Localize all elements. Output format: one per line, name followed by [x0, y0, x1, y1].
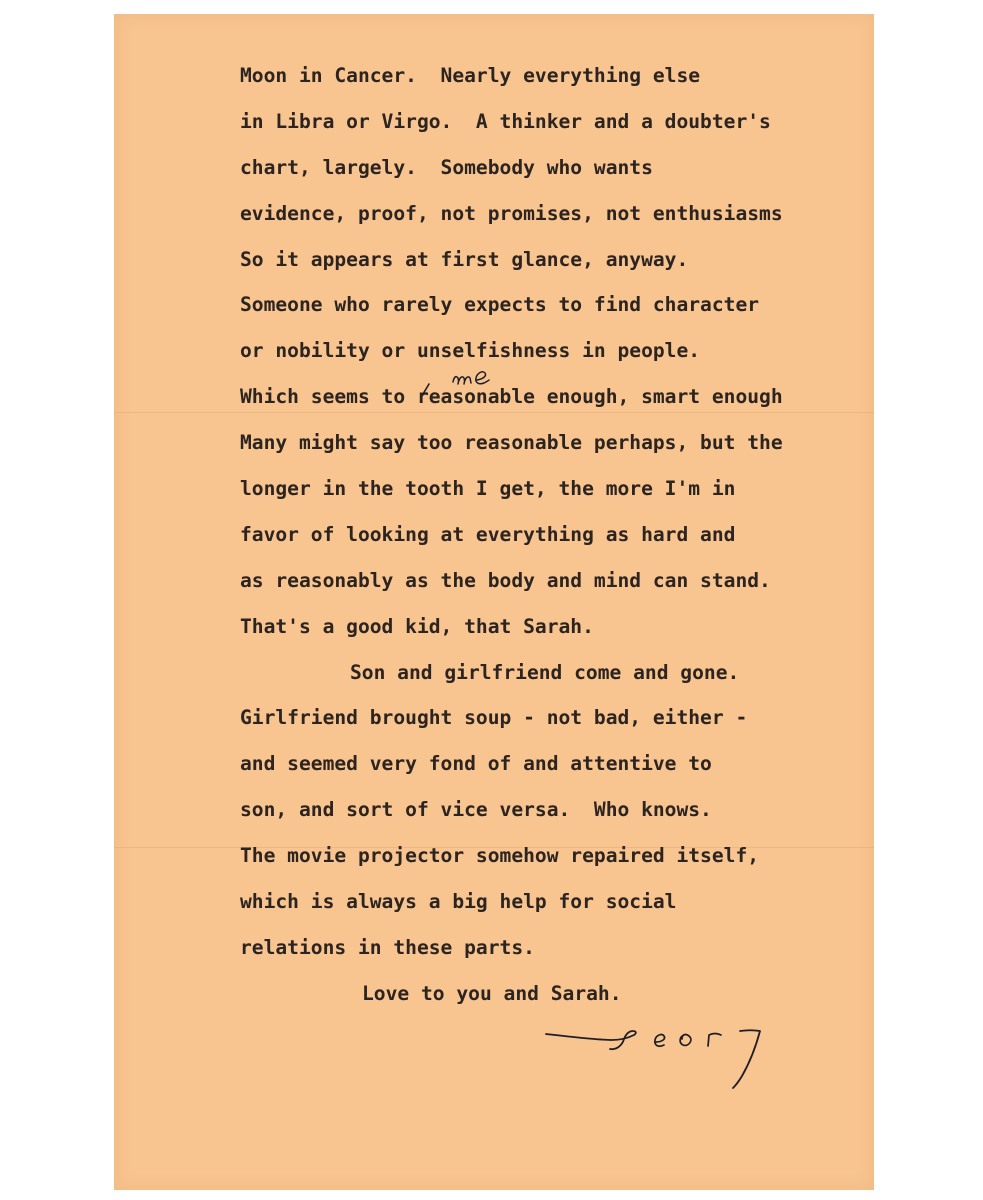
- letter-line: relations in these parts.: [240, 935, 535, 959]
- letter-line: Moon in Cancer. Nearly everything else: [240, 64, 701, 87]
- letter-line: and seemed very fond of and attentive to: [240, 752, 712, 776]
- letter-line: chart, largely. Somebody who wants: [240, 155, 653, 179]
- letter-line: evidence, proof, not promises, not enthusiasms: [240, 201, 783, 225]
- letter-line: Which seems to reasonable enough, smart enough: [240, 385, 783, 409]
- letter-line: favor of looking at everything as hard and: [240, 522, 736, 546]
- handwritten-me-insertion: [417, 362, 509, 396]
- letter-closing: Love to you and Sarah.: [362, 981, 622, 1005]
- letter-line: or nobility or unselfishness in people.: [240, 339, 701, 363]
- letter-line: longer in the tooth I get, the more I'm in: [240, 477, 736, 501]
- letter-line: in Libra or Virgo. A thinker and a doubter's: [240, 109, 771, 133]
- letter-line: That's a good kid, that Sarah.: [240, 614, 594, 638]
- letter-line: Girlfriend brought soup - not bad, either -: [240, 706, 748, 730]
- letter-line: Son and girlfriend come and gone.: [350, 660, 740, 684]
- typed-letter-body: [240, 58, 783, 1022]
- handwritten-signature: [542, 1018, 782, 1090]
- letter-line: son, and sort of vice versa. Who knows.: [240, 798, 712, 822]
- letter-line: which is always a big help for social: [240, 890, 677, 914]
- letter-line: Someone who rarely expects to find character: [240, 293, 760, 317]
- letter-line: The movie projector somehow repaired itself,: [240, 844, 760, 868]
- letter-line: as reasonably as the body and mind can stand.: [240, 568, 771, 592]
- letter-line: Many might say too reasonable perhaps, but the: [240, 431, 783, 455]
- letter-line: So it appears at first glance, anyway.: [240, 247, 689, 271]
